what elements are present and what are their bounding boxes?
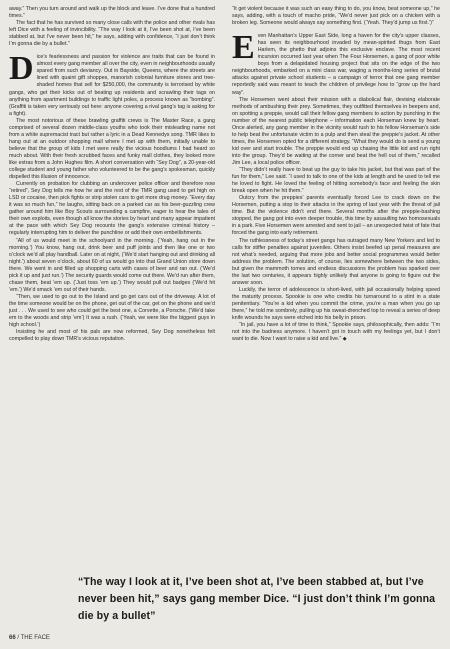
footer-separator: / xyxy=(15,635,21,641)
paragraph: away.” Then you turn around and walk up the block and leave. I’ve done that a hundred times.” xyxy=(9,6,215,20)
drop-cap-paragraph xyxy=(9,50,215,117)
end-mark: ◆ xyxy=(342,336,347,343)
page-number: 66 xyxy=(9,635,16,641)
paragraph: Insisting he and most of his pals are now reformed, Sey Dog nonetheless felt compelled to play down TMR’s vicious reputation. xyxy=(9,329,215,343)
paragraph: The most notorious of these brawling graffiti crews is The Master Race, a gang comprised of several dozen middle-class youths who took their misleading name not from a white supremacist tract but rather a lyric in a Dead Kennedys song. TMR likes to hang out at an outdoor shopping mall where I met up with them, initially unable to believe that the group of kids I met were really the vicious hoodlums I had heard so much about. With their fresh scrubbed faces and funky mall clothes, they looked more like extras from a John Hughes film. A short conversation with “Sey Dog”, a 20-year-old college student and young father who volunteered to be the gang’s spokesman, quickly dispelled this illusion of innocence. xyxy=(9,117,215,181)
paragraph: Outcry from the preppies’ parents eventually forced Lee to crack down on the Horsemen, putting a stop to their attacks in the spring of last year with the threat of jail time. But the violence didn’t end there. Several months after the preppie-bashing stopped, the gang got into even deeper trouble, this time by assaulting two homosexuals in a park. Five Horsemen were arrested and sent to jail – an unexpected twist of fate that forced the gang into early retirement. xyxy=(232,195,440,237)
paragraph: The Horsemen went about their mission with a diabolical flair, devising elaborate methods of ambushing their prey. Sometimes, they outfitted themselves in beepers and, on spotting a preppie, would call their fellow gang members to action by punching in the number of the nearest public telephone – information each Horseman knew by heart. Once alerted, any gang member in the vicinity would rush to his fellow Horseman’s side to help beat the unfortunate victim to a pulp and then steal the preppie’s jacket. At other times, the Horsemen opted for a different strategy. “What they would do is send a young kid over and start trouble. The preppie would end up chasing the little kid and run right into the group. They’d be waiting at the corner and beat the hell out of them,” recalled Jim Lee, a local police officer. xyxy=(232,96,440,166)
paragraph: “All of us would meet in the schoolyard in the morning. (‘Yeah, hang out in the morning.’) You know, hang out, drink beer and puff joints and then like one or two o’clock we’d all play handball. Later on at night, (‘We’d start hanging out and drinking all night.’) about seven o’clock, about 60 of us would go into that Grand Union store down there. We went in and filled up shopping carts with cases of beer and ran out. (‘We’d pick it up and just run.’) The security guards would come out there. We’d run after them, chase them, beat ’em up. (‘Just toss ’em up.’) They would pull out badges (‘We’d hit ’em.’) We’d smack ’em out of their hands. xyxy=(9,237,215,293)
drop-cap-paragraph xyxy=(232,29,440,96)
right-column xyxy=(232,6,440,343)
paragraph xyxy=(232,322,440,343)
drop-cap-paragraph-text: ice’s fearlessness and passion for violence are traits that can be found in almost every gang member all over the city, even in neighbourhoods usually spared from such deviancy. Out in Bayside, Queens, where the streets are lined with quaint gift shoppes, manorish colonial furniture stores and tree-shaded homes that sell for $250,000, the community is terrorised by white gangs, who get their kicks out of beating up residents and scrawling their tags on anything from apartment buildings to traffic light poles, a process known as “bombing”. (Graffiti is taken very seriously out here: anyone covering a rival gang’s tag is asking for a fight). xyxy=(9,54,215,117)
left-column xyxy=(9,6,215,343)
paragraph: “Then, we used to go out to the Island and go get cars out of the driveway. A lot of the time someone would be on the phone, get out of the car, get on the phone and we’d just . . . We used to see who could get the best one, a Corvette, a Porsche. (‘We’d take em to the woods and strip ’em’) It was a rush. (‘Yeah, we were like the biggest guys in high school.’) xyxy=(9,293,215,329)
drop-cap-paragraph-text: ven Manhattan’s Upper East Side, long a haven for the city’s upper classes, has seen its neighbourhood invaded by mean-spirited thugs from East Harlem, the ghetto that adjoins this exclusive enclave. The most recent incursion occurred last year when The Four Horsemen, a gang of poor white boys from a delapidated housing project that sits on the edge of the two neighbourhoods, embarked on a mini class war, waging a months-long series of brutal attacks against private school students – a campaign of terror that one gang member reportedly said was meant to teach the children of privilege how to “grow up the hard way”. xyxy=(232,33,440,96)
drop-cap: D xyxy=(9,50,34,88)
pull-quote: “The way I look at it, I’ve been shot at, I’ve been stabbed at, but I’ve never been hit,” says gang member Dice. “I just don’t think I’m gonna die by a bullet” xyxy=(78,576,436,622)
paragraph: The fact that he has survived so many close calls with the police and other rivals has left Dice with a feeling of invincibility. “The way I look at it, I’ve been shot at, I’ve been stabbed at, but I’ve never been hit,” he says, adding with confidence, “I just don’t think I’m gonna die by a bullet.” xyxy=(9,20,215,48)
paragraph: Currently on probation for clubbing an undercover police officer and therefore now “retired”, Sey Dog tells me how he and the rest of the TMR gang used to get high on LSD or cocaine, then pick fights or strip stolen cars to get more drug money. “Every day it was so much fun,” he laughs, sitting back on a parked car as his beer-guzzling crew gather around him like Boy Scouts surrounding a campfire, eager to hear the tales of their own exploits, even though all know the stories by heart and many appear impatient at the pace with which Sey Dog recounts the gang’s extensive criminal history – regularly interrupting him to deliver the punchline or add their own embellishments. xyxy=(9,181,215,237)
publication-name: THE FACE xyxy=(20,635,50,641)
page-footer xyxy=(9,635,50,641)
paragraph: Luckily, the terror of adolescence is short-lived, with jail occasionally helping speed the maturity process. Spookie is one who credits his turnaround to a stint in a state penitentiary. “You’re a kid when you commit the crime, you’re a man when you go up there,” he told me sombrely, pulling up his sweat-drenched top to reveal a series of deep knife wounds he says were etched into his belly in prison. xyxy=(232,286,440,322)
paragraph-text: “In jail, you have a lot of time to think,” Spookie says, philosophically, then adds: “I’m not into the badness anymore. I haven’t got in touch with my feelings yet, but I don’t want to die. Now I want to raise a kid and live.” xyxy=(232,322,440,343)
drop-cap: E xyxy=(232,29,255,67)
paragraph: The ruthlessness of today’s street gangs has outraged many New Yorkers and led to calls for stiffer penalties against juveniles. Others insist beefed up penal measures are not what’s needed, arguing that more jobs and better social programmes would better address the problem. The solution, of course, lies somewhere between the two sides, but given the mammoth tomes and endless discussions the problem has sparked over the last two centuries, it appears highly unlikely that anyone is going to figure out the answer soon. xyxy=(232,237,440,286)
paragraph: “It get violent because it was such an easy thing to do, you know, beat someone up,” he says, adding, with a touch of macho pride, “We’d never just pick on a chicken with a broken leg. Someone would always say something first. (‘Yeah. They’d jump us first.’)” xyxy=(232,6,440,27)
paragraph: “They didn’t really have to beat up the guy to take his jacket, but that was part of the fun for them,” Lee said. “I used to talk to one of the kids at length and he used to tell me he loved to fight. He loved the feeling of hitting somebody’s face and feeling the skin break open when he hit them.” xyxy=(232,167,440,195)
